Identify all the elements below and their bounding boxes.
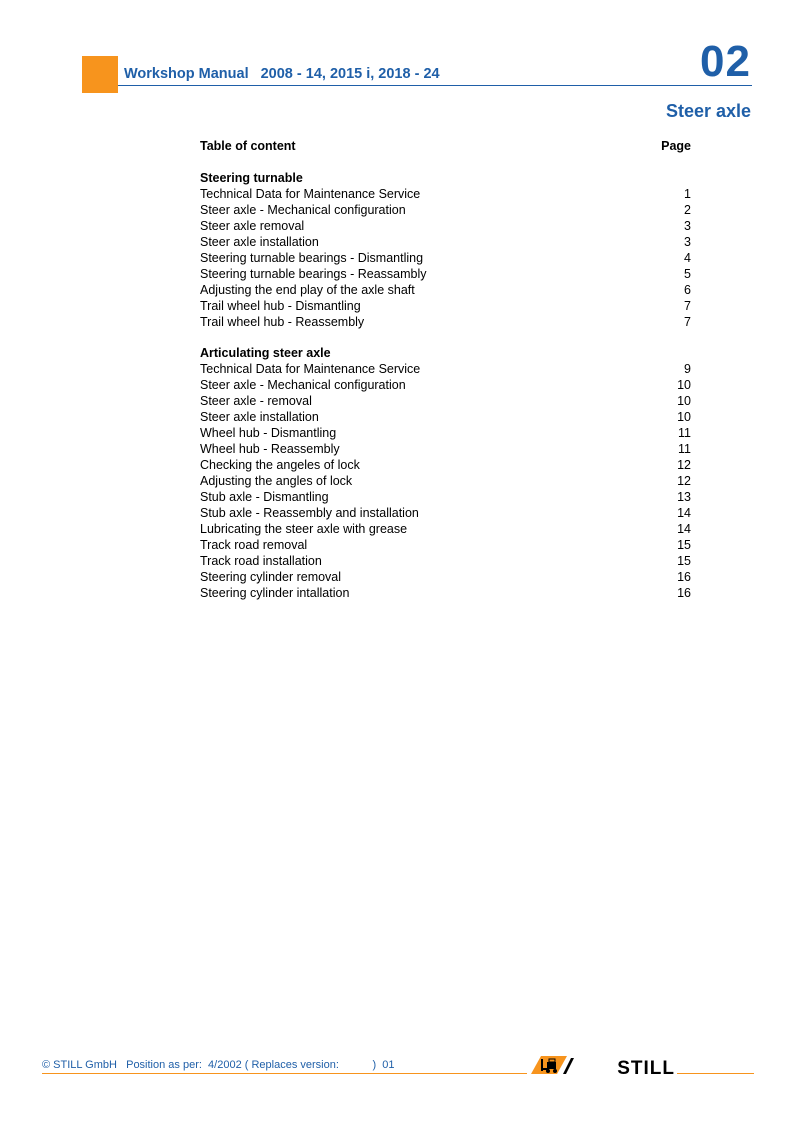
toc-entry-label: Checking the angeles of lock (200, 458, 360, 472)
toc-row (200, 266, 691, 282)
manual-title-right: 2008 - 14, 2015 i, 2018 - 24 (260, 66, 440, 82)
toc-row (200, 393, 691, 409)
toc-entry-page: 11 (678, 426, 691, 440)
toc-entry-page: 3 (684, 219, 691, 233)
footer-text: © STILL GmbH Position as per: 4/2002 ( Replaces version: ) 01 (42, 1059, 395, 1071)
toc-row (200, 521, 691, 537)
toc-row (200, 282, 691, 298)
toc-row (200, 250, 691, 266)
toc-row (200, 505, 691, 521)
toc-entry-page: 11 (678, 442, 691, 456)
toc-entry-page: 14 (677, 522, 691, 536)
section-title: Articulating steer axle (200, 346, 331, 360)
toc-entry-label: Wheel hub - Reassembly (200, 442, 340, 456)
toc-row (200, 186, 691, 202)
toc-header (200, 139, 691, 153)
toc-row (200, 425, 691, 441)
toc-row (200, 298, 691, 314)
toc-entry-page: 16 (677, 586, 691, 600)
toc-row (200, 441, 691, 457)
toc-entry-page: 14 (677, 506, 691, 520)
toc-entry-label: Wheel hub - Dismantling (200, 426, 337, 440)
toc-row (200, 489, 691, 505)
toc-entry-label: Technical Data for Maintenance Service (200, 362, 421, 376)
toc-row (200, 585, 691, 601)
toc-entry-label: Steering turnable bearings - Reassambly (200, 267, 427, 281)
toc-entry-page: 12 (677, 458, 691, 472)
toc-entry-label: Steering turnable bearings - Dismantling (200, 251, 424, 265)
toc-entry-label: Steer axle - Mechanical configuration (200, 378, 406, 392)
toc-entry-page: 10 (677, 394, 691, 408)
toc-entry-page: 15 (677, 554, 691, 568)
header-rule (118, 85, 752, 86)
toc-entry-page: 9 (684, 362, 691, 376)
toc-entry-page: 15 (677, 538, 691, 552)
toc-entry-label: Steer axle - Mechanical configuration (200, 203, 406, 217)
toc-row (200, 457, 691, 473)
still-logo (527, 1054, 677, 1078)
toc-page-heading: Page (661, 139, 691, 153)
toc-entry-page: 7 (684, 315, 691, 329)
toc-section-steering-turnable (200, 170, 691, 330)
toc-entry-label: Steer axle installation (200, 235, 319, 249)
logo-text: STILL (617, 1058, 675, 1078)
chapter-title: Steer axle (665, 101, 751, 121)
toc-entry-label: Steer axle installation (200, 410, 319, 424)
toc-row (200, 473, 691, 489)
toc-entry-label: Stub axle - Dismantling (200, 490, 329, 504)
toc-entry-label: Adjusting the angles of lock (200, 474, 353, 488)
toc-entry-label: Steer axle removal (200, 219, 305, 233)
toc-entry-label: Steering cylinder removal (200, 570, 342, 584)
toc-entry-label: Track road removal (200, 538, 308, 552)
toc-entry-page: 16 (677, 570, 691, 584)
toc-entry-page: 4 (684, 251, 691, 265)
toc-heading: Table of content (200, 139, 296, 153)
toc-entry-label: Trail wheel hub - Reassembly (200, 315, 365, 329)
toc-entry-label: Adjusting the end play of the axle shaft (200, 283, 415, 297)
header-orange-square (82, 56, 118, 93)
toc-row (200, 537, 691, 553)
toc-entry-page: 3 (684, 235, 691, 249)
toc-entry-label: Steer axle - removal (200, 394, 312, 408)
toc-entry-label: Stub axle - Reassembly and installation (200, 506, 419, 520)
manual-title (124, 66, 440, 82)
manual-title-left: Workshop Manual (124, 66, 249, 82)
toc-row (200, 218, 691, 234)
toc-entry-page: 10 (677, 378, 691, 392)
toc-row (200, 314, 691, 330)
toc-row (200, 361, 691, 377)
toc-row (200, 377, 691, 393)
section-title: Steering turnable (200, 171, 303, 185)
toc-entry-label: Trail wheel hub - Dismantling (200, 299, 361, 313)
toc-row (200, 553, 691, 569)
toc-entry-page: 12 (677, 474, 691, 488)
toc-entry-label: Steering cylinder intallation (200, 586, 350, 600)
toc-entry-page: 5 (684, 267, 691, 281)
toc-entry-page: 6 (684, 283, 691, 297)
toc-entry-page: 10 (677, 410, 691, 424)
toc-row (200, 569, 691, 585)
toc-entry-page: 7 (684, 299, 691, 313)
toc-section-articulating-steer-axle (200, 345, 691, 601)
toc-entry-label: Track road installation (200, 554, 322, 568)
chapter-number: 02 (700, 37, 751, 86)
toc-entry-page: 13 (677, 490, 691, 504)
toc-row (200, 202, 691, 218)
toc-entry-label: Lubricating the steer axle with grease (200, 522, 408, 536)
toc-entry-label: Technical Data for Maintenance Service (200, 187, 421, 201)
toc-row (200, 234, 691, 250)
toc-row (200, 409, 691, 425)
toc-entry-page: 2 (684, 203, 691, 217)
toc-entry-page: 1 (684, 187, 691, 201)
